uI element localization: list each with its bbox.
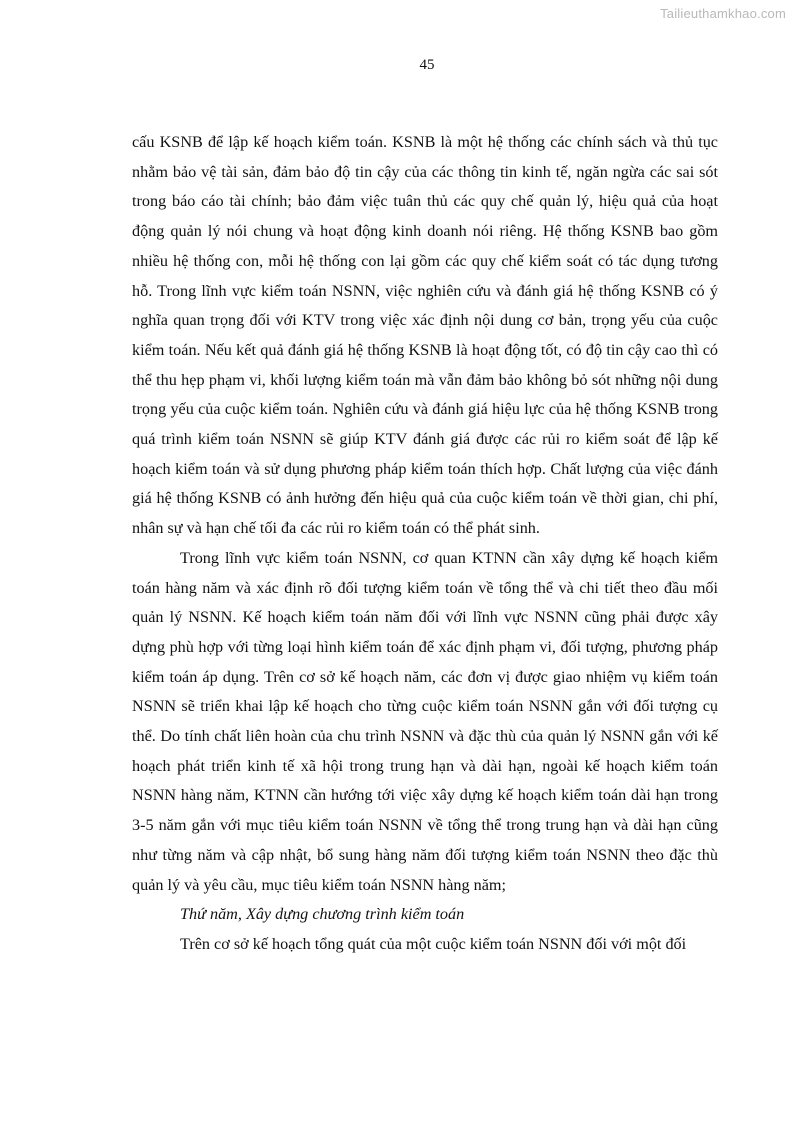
- watermark-text: Tailieuthamkhao.com: [660, 6, 786, 21]
- paragraph-annual-plan: Trong lĩnh vực kiểm toán NSNN, cơ quan KTNN cần xây dựng kế hoạch kiểm toán hàng năm và xác định rõ đối tượng kiểm toán về tổng thể và chi tiết theo đầu mối quản lý NSNN. Kế hoạch kiểm toán năm đối với lĩnh vực NSNN cũng phải được xây dựng phù hợp với từng loại hình kiểm toán để xác định phạm vi, đối tượng, phương pháp kiểm toán áp dụng. Trên cơ sở kế hoạch năm, các đơn vị được giao nhiệm vụ kiểm toán NSNN sẽ triển khai lập kế hoạch cho từng cuộc kiểm toán NSNN gắn với đối tượng cụ thể. Do tính chất liên hoàn của chu trình NSNN và đặc thù của quản lý NSNN gắn với kế hoạch phát triển kinh tế xã hội trong trung hạn và dài hạn, ngoài kế hoạch kiểm toán NSNN hàng năm, KTNN cần hướng tới việc xây dựng kế hoạch kiểm toán dài hạn trong 3-5 năm gắn với mục tiêu kiểm toán NSNN về tổng thể trong trung hạn và dài hạn cũng như từng năm và cập nhật, bổ sung hàng năm đối tượng kiểm toán NSNN theo đặc thù quản lý và yêu cầu, mục tiêu kiểm toán NSNN hàng năm;: [132, 548, 718, 894]
- paragraph-ksnb: cấu KSNB để lập kế hoạch kiểm toán. KSNB là một hệ thống các chính sách và thủ tục nhằm bảo vệ tài sản, đảm bảo độ tin cậy của các thông tin kinh tế, ngăn ngừa các sai sót trong báo cáo tài chính; bảo đảm việc tuân thủ các quy chế quản lý, hiệu quả của hoạt động quản lý nói chung và hoạt động kinh doanh nói riêng. Hệ thống KSNB bao gồm nhiều hệ thống con, mỗi hệ thống con lại gồm các quy chế kiểm soát có tác dụng tương hỗ. Trong lĩnh vực kiểm toán NSNN, việc nghiên cứu và đánh giá hệ thống KSNB có ý nghĩa quan trọng đối với KTV trong việc xác định nội dung cơ bản, trọng yếu của cuộc kiểm toán. Nếu kết quả đánh giá hệ thống KSNB là hoạt động tốt, có độ tin cậy cao thì có thể thu hẹp phạm vi, khối lượng kiểm toán mà vẫn đảm bảo không bỏ sót những nội dung trọng yếu của cuộc kiểm toán. Nghiên cứu và đánh giá hiệu lực của hệ thống KSNB trong quá trình kiểm toán NSNN sẽ giúp KTV đánh giá được các rủi ro kiểm soát để lập kế hoạch kiểm toán và sử dụng phương pháp kiểm toán thích hợp. Chất lượng của việc đánh giá hệ thống KSNB có ảnh hưởng đến hiệu quả của cuộc kiểm toán về thời gian, chi phí, nhân sự và hạn chế tối đa các rủi ro kiểm toán có thể phát sinh.: [132, 133, 718, 538]
- page-number: 45: [419, 57, 435, 73]
- section-heading-audit-program: Thứ năm, Xây dựng chương trình kiểm toán: [180, 905, 465, 924]
- document-body: [132, 128, 718, 960]
- paragraph-audit-program: Trên cơ sở kế hoạch tổng quát của một cuộc kiểm toán NSNN đối với một đối: [180, 934, 687, 953]
